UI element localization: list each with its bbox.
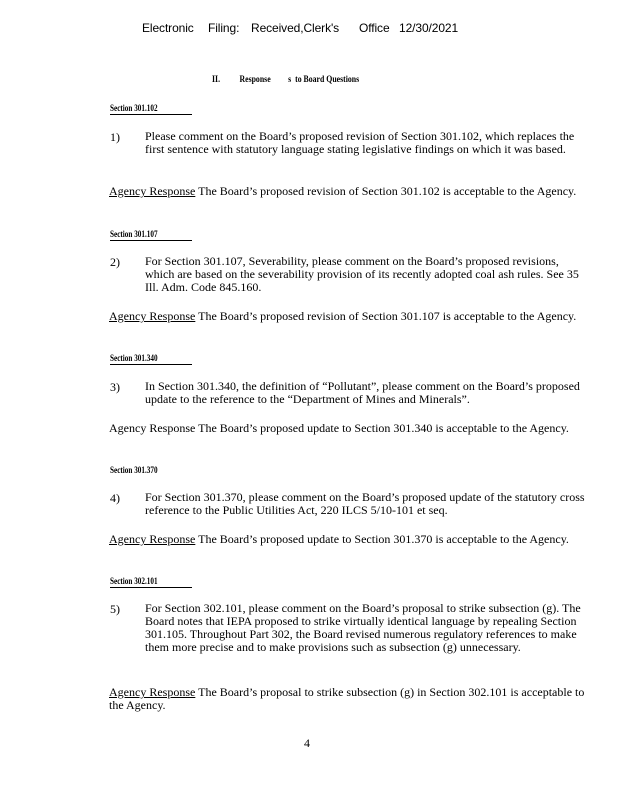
question-text: For Section 301.107, Severability, please comment on the Board’s proposed revisions, which are based on the severability provision of its recently adopted coal ash rules. See 35 Ill. Adm. Code 845.160. [145,254,579,294]
question-number: 4) [110,491,120,505]
response-label: Agency Response [109,685,196,699]
question-text: Please comment on the Board’s proposed revision of Section 301.102, which replaces the first sentence with statutory language stating legislative findings on which it was based. [145,129,575,156]
agency-response [109,422,589,435]
response-text: The Board’s proposed revision of Section 301.102 is acceptable to the Agency. [198,184,577,198]
response-text: The Board’s proposal to strike subsection (g) in Section 302.101 is acceptable to the Agency. [109,685,585,712]
filing-label-office: Office [359,21,390,35]
agency-response [109,185,589,198]
page-number: 4 [304,736,310,750]
filing-label-filing: Filing: [208,21,240,35]
agency-response [109,686,589,712]
question-number: 2) [110,255,120,269]
question-number: 3) [110,380,120,394]
question-number: 1) [110,130,120,144]
section-underline [110,240,192,241]
section-label: Section 302.101 [110,576,158,586]
section-underline [110,587,192,588]
section-heading: II. Response s to Board Questions [212,75,360,85]
response-label: Agency Response [109,421,196,435]
section-underline [110,364,192,365]
section-label: Section 301.102 [110,103,158,113]
section-label: Section 301.340 [110,353,158,363]
agency-response [109,533,589,546]
response-label: Agency Response [109,309,196,323]
section-underline [110,114,192,115]
question-number: 5) [110,602,120,616]
response-text: The Board’s proposed update to Section 301.340 is acceptable to the Agency. [198,421,569,435]
question-text: In Section 301.340, the definition of “Pollutant”, please comment on the Board’s proposed update to the reference to the “Department of Mines and Minerals”. [145,379,580,406]
response-text: The Board’s proposed update to Section 301.370 is acceptable to the Agency. [198,532,569,546]
filing-date: 12/30/2021 [399,21,459,35]
section-label: Section 301.107 [110,229,158,239]
question-text: For Section 301.370, please comment on the Board’s proposed update of the statutory cross reference to the Public Utilities Act, 220 ILCS 5/10-101 et seq. [145,490,585,517]
response-label: Agency Response [109,532,196,546]
filing-label-received: Received,Clerk's [251,21,340,35]
response-text: The Board’s proposed revision of Section 301.107 is acceptable to the Agency. [198,309,577,323]
agency-response [109,310,589,323]
question-text: For Section 302.101, please comment on the Board’s proposal to strike subsection (g). The Board notes that IEPA proposed to strike virtually identical language by repealing Section 301.105. Throughout Part 302, the Board revised numerous regulatory references to make them more precise and to make provisions such as subsection (g) unnecessary. [145,601,581,654]
filing-label-electronic: Electronic [142,21,194,35]
section-label: Section 301.370 [110,465,158,475]
response-label: Agency Response [109,184,196,198]
